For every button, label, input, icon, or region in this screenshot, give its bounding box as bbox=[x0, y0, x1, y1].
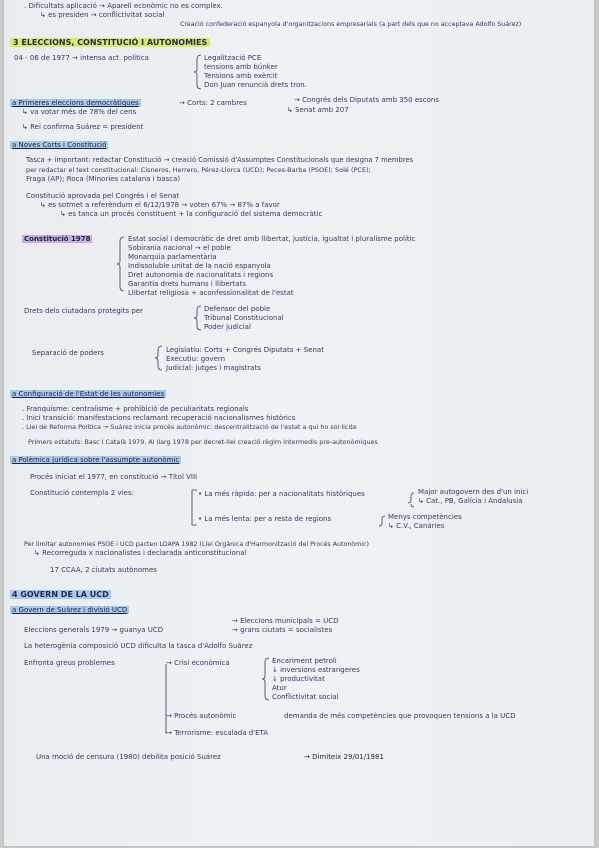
note-line: . Franquisme: centralisme + prohibició de peculiaritats regionals bbox=[22, 405, 249, 413]
note-line: ↓ productivitat bbox=[272, 675, 325, 683]
subsection-heading: a Configuració de l'Estat de les autonomies bbox=[12, 390, 165, 398]
note-line: Judicial: jutges i magistrats bbox=[166, 364, 261, 372]
note-line: Una moció de censura (1980) debilita posició Suárez bbox=[36, 753, 221, 761]
note-line: Eleccions generals 1979 → guanya UCD bbox=[24, 626, 164, 634]
section-heading: 3 ELECCIONS, CONSTITUCIÓ I AUTONOMIES bbox=[10, 38, 210, 47]
note-line: • La més lenta: per a resta de regions bbox=[198, 515, 332, 523]
note-line: La heterogènia composició UCD dificulta la tasca d'Adolfo Suárez bbox=[24, 642, 253, 650]
note-line: → Eleccions municipals = UCD bbox=[232, 617, 339, 625]
note-line: ↳ es tanca un procés constituent + la configuració del sistema democràtic bbox=[60, 210, 323, 218]
note-line: ↓ inversions estrangeres bbox=[272, 666, 360, 674]
note-line: Don Juan renuncià drets tron. bbox=[204, 81, 307, 89]
note-line: demanda de més competències que provoquen tensions a la UCD bbox=[284, 712, 516, 720]
note-line: → Corts: 2 cambres bbox=[179, 99, 247, 107]
note-line: Llibertat religiosa + aconfessionalitat de l'estat bbox=[128, 289, 294, 297]
note-line: Estat social i democràtic de dret amb llibertat, justícia, igualtat i pluralisme polític bbox=[128, 235, 416, 243]
note-line: ↳ C.V., Canàries bbox=[388, 522, 445, 530]
note-line: Creació confederació espanyola d'organitzacions empresarials (a part dels que no acceptava Adolfo Suárez) bbox=[180, 21, 522, 28]
note-line: Major autogovern des d'un inici bbox=[418, 488, 529, 496]
note-line: Dret autonomia de nacionalitats i regions bbox=[128, 271, 274, 279]
note-line: Monarquia parlamentària bbox=[128, 253, 217, 261]
constitution-label: Constitució 1978 bbox=[24, 235, 91, 243]
note-line: Indissoluble unitat de la nació espanyola bbox=[128, 262, 271, 270]
note-line: Tribunal Constitucional bbox=[204, 314, 284, 322]
note-line: Constitució aprovada pel Congrés i el Senat bbox=[26, 192, 180, 200]
note-line: Encariment petroli bbox=[272, 657, 337, 665]
subsection-heading: a Primeres eleccions democràtiques bbox=[12, 99, 139, 107]
note-line: → Dimiteix 29/01/1981 bbox=[304, 753, 384, 761]
subsection-heading: a Noves Corts i Constitució bbox=[12, 141, 107, 149]
note-line: Sobirania nacional → el poble bbox=[128, 244, 231, 252]
note-line: . Dificultats aplicació → Aparell econòmic no es complex. bbox=[24, 2, 223, 10]
note-line: Procés iniciat el 1977, en constitució → Títol VIII bbox=[30, 473, 198, 481]
note-line: . Llei de Reforma Política → Suárez inicia procés autonòmic: descentralització de l'estat a qui ho sol·licite bbox=[22, 423, 357, 431]
note-line: Primers estatuts: Basc i Català 1979. Al llarg 1978 per decret-llei creació règim intermedis pre-autonòmiques bbox=[28, 438, 378, 446]
note-line: Menys competències bbox=[388, 513, 462, 521]
note-line: → Procés autonòmic bbox=[166, 712, 237, 720]
note-line: ↳ va votar més de 78% del cens bbox=[22, 108, 137, 116]
note-line: Conflictivitat social bbox=[272, 693, 339, 701]
note-line: ↳ Recorreguda x nacionalistes i declarada anticonstitucional bbox=[34, 549, 247, 557]
note-line: Tensions amb exèrcit bbox=[204, 72, 278, 80]
subsection-heading: a Govern de Suárez i divisió UCD bbox=[12, 606, 128, 614]
note-line: Enfronta greus problemes bbox=[24, 659, 115, 667]
notes-sheet bbox=[4, 0, 594, 846]
note-line: 04 - 06 de 1977 → intensa act. política bbox=[14, 54, 149, 62]
note-line: Separació de poders bbox=[32, 349, 104, 357]
note-line: tensions amb búnker bbox=[204, 63, 278, 71]
note-line: ↳ Senat amb 207 bbox=[287, 106, 349, 114]
note-line: → Crisi econòmica bbox=[166, 659, 230, 667]
note-line: → grans ciutats = socialistes bbox=[232, 626, 333, 634]
note-line: ↳ Rei confirma Suárez = president bbox=[22, 123, 144, 131]
note-line: ↳ Cat., PB, Galícia i Andalusia bbox=[418, 497, 523, 505]
note-line: Garantia drets humans i llibertats bbox=[128, 280, 246, 288]
note-line: • La més ràpida: per a nacionalitats històriques bbox=[198, 490, 365, 498]
note-line: per redactar el text constitucional: Cisneros, Herrero, Pérez-Llorca (UCD); Peces-Barba (PSOE); Solé (PCE); bbox=[26, 166, 371, 174]
note-line: Defensor del poble bbox=[204, 305, 271, 313]
note-line: Legislatiu: Corts + Congrés Diputats + Senat bbox=[166, 346, 324, 354]
note-line: Executiu: govern bbox=[166, 355, 226, 363]
note-line: → Congrés dels Diputats amb 350 escons bbox=[294, 96, 440, 104]
note-line: . Inici transició: manifestacions reclamant recuperació nacionalismes històrics bbox=[22, 414, 296, 422]
note-line: Fraga (AP); Roca (Minories catalana i basca) bbox=[26, 175, 181, 183]
subsection-heading: a Polèmica jurídica sobre l'assumpte autonòmic bbox=[12, 456, 180, 464]
note-line: Drets dels ciutadans protegits per bbox=[24, 307, 144, 315]
note-line: Tasca + important: redactar Constitució → creació Comissió d'Assumptes Constitucionals que designa 7 membres bbox=[26, 156, 414, 164]
note-line: Per limitar autonomies PSOE i UCD pacten LOAPA 1982 (Llei Orgànica d'Harmonització del Procés Autonòmic) bbox=[24, 541, 369, 548]
note-line: 17 CCAA, 2 ciutats autònomes bbox=[50, 566, 157, 574]
note-line: Constitució contempla 2 vies: bbox=[30, 489, 134, 497]
note-line: ↳ es presiden → conflictivitat social bbox=[40, 11, 165, 19]
note-line: Legalització PCE bbox=[204, 54, 262, 62]
section-heading: 4 GOVERN DE LA UCD bbox=[12, 590, 109, 599]
note-line: Atur bbox=[272, 684, 287, 692]
note-line: Poder judicial bbox=[204, 323, 251, 331]
note-line: ↳ es sotmet a referèndum el 6/12/1978 → voten 67% → 87% a favor bbox=[40, 201, 280, 209]
note-line: → Terrorisme: escalada d'ETA bbox=[166, 729, 269, 737]
